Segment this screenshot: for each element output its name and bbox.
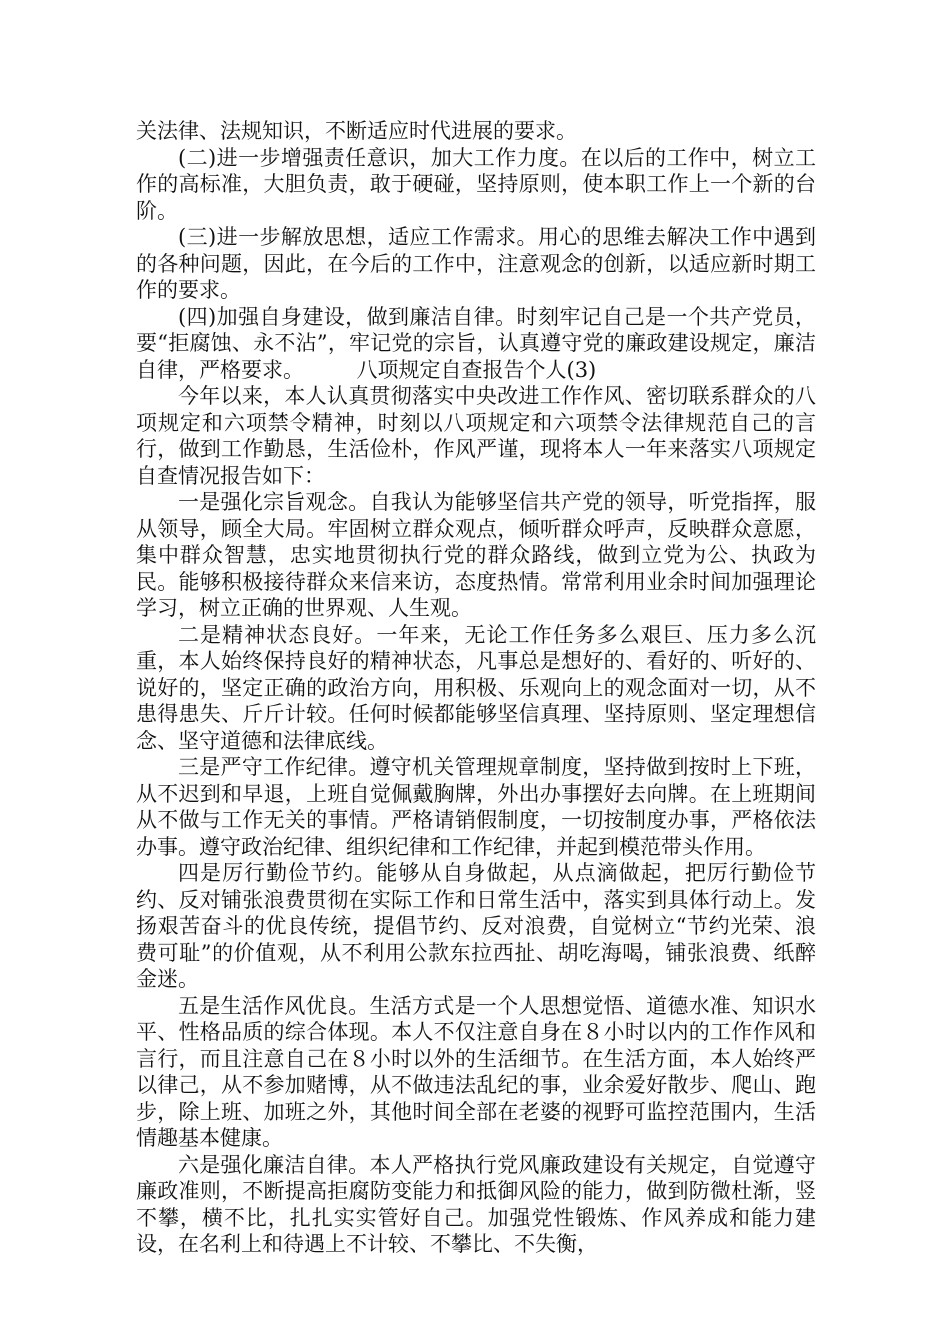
paragraph-9: 四是厉行勤俭节约。能够从自身做起，从点滴做起，把厉行勤俭节约、反对铺张浪费贯彻在实际工作和日常生活中，落实到具体行动上。发扬艰苦奋斗的优良传统，提倡节约、反对浪费，自觉树立“节约光荣、浪费可耻”的价值观，从不利用公款东拉西扯、胡吃海喝，铺张浪费、纸醉金迷。 <box>136 861 816 991</box>
paragraph-2: (二)进一步增强责任意识，加大工作力度。在以后的工作中，树立工作的高标准，大胆负责，敢于硬碰，坚持原则，使本职工作上一个新的台阶。 <box>136 145 816 223</box>
paragraph-4: (四)加强自身建设，做到廉洁自律。时刻牢记自己是一个共产党员，要“拒腐蚀、永不沾”，牢记党的宗旨，认真遵守党的廉政建设规定，廉洁自律，严格要求。 八项规定自查报告个人(3) <box>136 304 816 382</box>
paragraph-11: 六是强化廉洁自律。本人严格执行党风廉政建设有关规定，自觉遵守廉政准则，不断提高拒腐防变能力和抵御风险的能力，做到防微杜渐，竖不攀，横不比，扎扎实实管好自己。加强党性锻炼、作风养成和能力建设，在名利上和待遇上不计较、不攀比、不失衡， <box>136 1152 816 1256</box>
paragraph-5: 今年以来，本人认真贯彻落实中央改进工作作风、密切联系群众的八项规定和六项禁令精神，时刻以八项规定和六项禁令法律规范自己的言行，做到工作勤恳，生活俭朴，作风严谨，现将本人一年来落实八项规定自查情况报告如下： <box>136 384 816 488</box>
document-body <box>136 118 816 1258</box>
paragraph-10: 五是生活作风优良。生活方式是一个人思想觉悟、道德水准、知识水平、性格品质的综合体现。本人不仅注意自身在８小时以内的工作作风和言行，而且注意自己在８小时以外的生活细节。在生活方面，本人始终严以律己，从不参加赌博，从不做违法乱纪的事，业余爱好散步、爬山、跑步，除上班、加班之外，其他时间全部在老婆的视野可监控范围内，生活情趣基本健康。 <box>136 993 816 1150</box>
paragraph-1: 关法律、法规知识，不断适应时代进展的要求。 <box>136 119 577 143</box>
paragraph-3: (三)进一步解放思想，适应工作需求。用心的思维去解决工作中遇到的各种问题，因此，在今后的工作中，注意观念的创新，以适应新时期工作的要求。 <box>136 225 816 302</box>
paragraph-8: 三是严守工作纪律。遵守机关管理规章制度，坚持做到按时上下班，从不迟到和早退，上班自觉佩戴胸牌，外出办事摆好去向牌。在上班期间从不做与工作无关的事情。严格请销假制度，一切按制度办事，严格依法办事。遵守政治纪律、组织纪律和工作纪律，并起到模范带头作用。 <box>136 755 816 859</box>
paragraph-6: 一是强化宗旨观念。自我认为能够坚信共产党的领导，听党指挥，服从领导，顾全大局。牢固树立群众观点，倾听群众呼声，反映群众意愿，集中群众智慧，忠实地贯彻执行党的群众路线，做到立党为公、执政为民。能够积极接待群众来信来访，态度热情。常常利用业余时间加强理论学习，树立正确的世界观、人生观。 <box>136 490 816 620</box>
paragraph-7: 二是精神状态良好。一年来，无论工作任务多么艰巨、压力多么沉重，本人始终保持良好的精神状态，凡事总是想好的、看好的、听好的、说好的，坚定正确的政治方向，用积极、乐观向上的观念面对一切，从不患得患失、斤斤计较。任何时候都能够坚信真理、坚持原则、坚定理想信念、坚守道德和法律底线。 <box>136 622 816 753</box>
